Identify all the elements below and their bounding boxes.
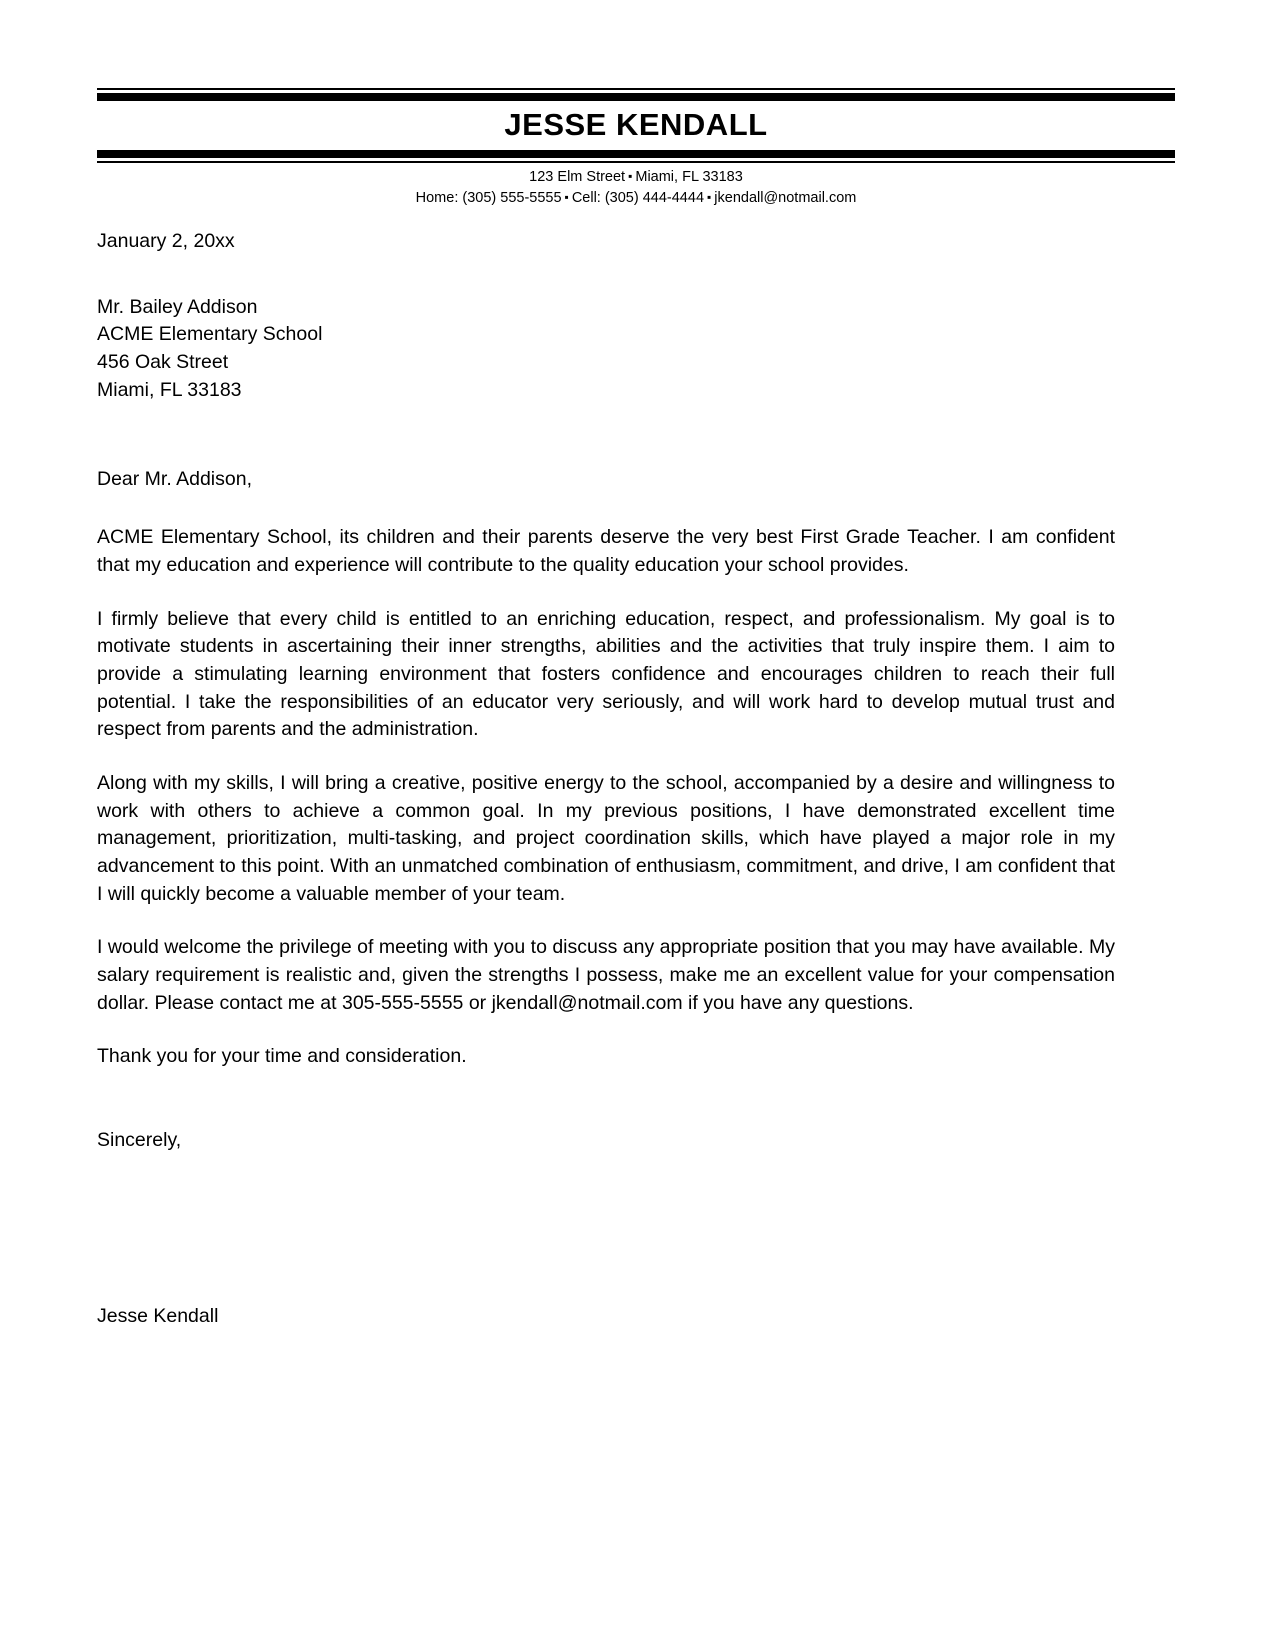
recipient-organization: ACME Elementary School — [97, 323, 323, 346]
body-paragraph-2: I firmly believe that every child is entitled to an enriching education, respect, and professionalism. My goal is to motivate students in ascertaining their inner strengths, abilities and the activities that truly inspire them. I aim to provide a stimulating learning environment that fosters confidence and encourages children to reach their full potential. I take the responsibilities of an educator very seriously, and will work hard to develop mutual trust and respect from parents and the administration. — [97, 607, 1115, 741]
cell-phone: Cell: (305) 444-4444 — [571, 190, 705, 207]
contact-address-line — [97, 167, 1175, 188]
letterhead — [97, 88, 1175, 209]
letter-body — [97, 228, 1115, 1331]
street-address: 123 Elm Street — [529, 169, 626, 185]
recipient-name: Mr. Bailey Addison — [97, 295, 258, 318]
recipient-street: 456 Oak Street — [97, 351, 229, 374]
separator-bullet-icon: ▪ — [564, 190, 569, 205]
recipient-city-state-zip: Miami, FL 33183 — [97, 378, 242, 401]
signature-name: Jesse Kendall — [97, 1304, 219, 1327]
email-address: jkendall@notmail.com — [714, 190, 857, 207]
body-paragraph-3: Along with my skills, I will bring a creative, positive energy to the school, accompanied by a desire and willingness to work with others to achieve a common goal. In my previous positions, I have demonstrated excellent time management, prioritization, multi-tasking, and project coordination skills, which have played a major role in my advancement to this point. With an unmatched combination of enthusiasm, commitment, and drive, I am confident that I will quickly become a valuable member of your team. — [97, 771, 1115, 905]
applicant-name-heading: JESSE KENDALL — [504, 107, 768, 142]
separator-bullet-icon: ▪ — [707, 190, 712, 205]
recipient-address-block — [97, 294, 1115, 405]
letter-date: January 2, 20xx — [97, 230, 235, 252]
contact-block — [97, 163, 1175, 209]
home-phone: Home: (305) 555-5555 — [415, 190, 562, 207]
body-paragraph-1: ACME Elementary School, its children and their parents deserve the very best First Grade Teacher. I am confident that my education and experience will contribute to the quality education your school provides. — [97, 526, 1115, 576]
closing-salutation: Sincerely, — [97, 1129, 182, 1152]
body-paragraph-4: I would welcome the privilege of meeting with you to discuss any appropriate position that you may have available. My salary requirement is realistic and, given the strengths I possess, make me an excellent value for your compensation dollar. Please contact me at 305-555-5555 or jkendall@notmail.com if you have any questions. — [97, 936, 1115, 1014]
signature-space — [97, 1155, 1115, 1303]
top-rule-thick-line — [97, 93, 1175, 101]
bottom-rule-thick-line — [97, 150, 1175, 158]
separator-bullet-icon: ▪ — [628, 169, 633, 183]
salutation: Dear Mr. Addison, — [97, 468, 252, 491]
letterhead-bottom-rule — [97, 150, 1175, 163]
city-state-zip: Miami, FL 33183 — [635, 169, 743, 185]
thank-you-line: Thank you for your time and consideration. — [97, 1045, 467, 1068]
letterhead-top-rule — [97, 88, 1175, 101]
contact-phone-email-line — [97, 188, 1175, 209]
